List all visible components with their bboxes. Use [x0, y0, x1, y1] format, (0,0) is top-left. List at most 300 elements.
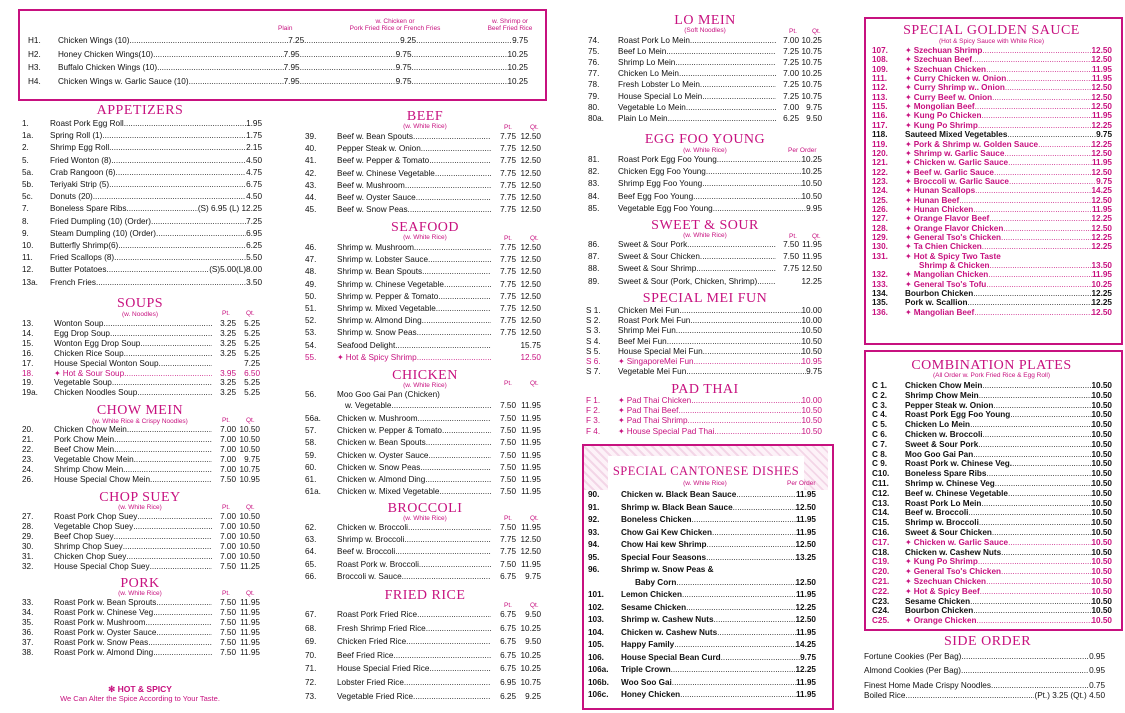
- item-price: 11.95: [795, 690, 816, 699]
- item-number: 5.: [22, 155, 29, 165]
- item-price-qt: 9.25: [525, 691, 541, 701]
- item-price-qt: 12.50: [520, 547, 541, 557]
- soups-item: [22, 339, 260, 349]
- item-price-pt: 7.50: [500, 426, 516, 436]
- item-number: 19.: [22, 378, 34, 388]
- item-name: Broccoli w. Sauce: [337, 571, 402, 581]
- leader-dots: [668, 114, 776, 124]
- item-price-pt: 6.75: [500, 571, 516, 581]
- item-name: Fried Wonton (8): [50, 155, 112, 165]
- item-price: 4.75: [246, 167, 262, 177]
- leader-dots: [690, 36, 776, 46]
- leader-dots: [1008, 538, 1091, 548]
- item-price-qt: 11.95: [802, 240, 822, 249]
- item-price: 10.50: [1091, 508, 1112, 518]
- item-name: Beef Fried Rice: [337, 650, 394, 660]
- soups-item: [22, 378, 260, 388]
- item-price: 10.50: [1091, 488, 1112, 498]
- item-price-pt: 7.50: [500, 414, 516, 423]
- leader-dots: [970, 597, 1091, 607]
- chicken-subtitle: (w. White Rice): [403, 382, 447, 389]
- combination-item: [872, 567, 1112, 577]
- item-number: 44.: [305, 193, 317, 202]
- leader-dots: [986, 469, 1091, 479]
- leader-dots: [145, 618, 212, 628]
- leader-dots: [123, 542, 212, 552]
- item-number: 1a.: [22, 131, 34, 141]
- item-name: Beef w. Broccoli: [337, 547, 396, 557]
- item-price: 10.50: [801, 416, 822, 426]
- soups-title: SOUPS: [116, 296, 164, 311]
- leader-dots: [675, 58, 776, 68]
- item-number: 50.: [305, 291, 317, 301]
- hot-pepper-icon: ✦: [905, 195, 912, 205]
- item-price-qt: 5.25: [244, 388, 260, 398]
- fried-rice-item: [305, 692, 541, 702]
- fried-rice-item: [305, 610, 541, 620]
- item-price-pt: 6.75: [500, 664, 516, 674]
- combination-item: [872, 597, 1112, 607]
- item-price-qt: 11.95: [521, 426, 541, 436]
- item-number: 49.: [305, 279, 317, 289]
- item-number: F 2.: [586, 406, 601, 416]
- item-price: 10.50: [1091, 449, 1112, 459]
- item-price-pt: 7.00: [783, 69, 799, 79]
- hot-pepper-icon: ✦: [905, 567, 912, 577]
- item-price: 10.50: [801, 191, 822, 201]
- leader-dots: [672, 678, 796, 688]
- item-name: Chicken Fried Rice: [337, 637, 407, 647]
- item-name: Honey Chicken: [621, 690, 681, 699]
- leader-dots: [418, 414, 491, 424]
- item-price-pt: 7.00: [220, 444, 236, 454]
- item-price-qt: 11.95: [802, 252, 822, 262]
- item-price: 10.50: [801, 326, 822, 336]
- item-name: Honey Chicken Wings(10): [58, 49, 154, 59]
- item-name: General Tso's Chicken: [913, 233, 1002, 242]
- item-price-pt: 6.75: [500, 650, 516, 660]
- item-number: 73.: [305, 691, 317, 701]
- leader-dots: [1001, 567, 1091, 577]
- item-price-pt: 7.00: [220, 531, 236, 541]
- item-price: 2.15: [246, 143, 262, 153]
- chop-suey-pt: Pt.: [222, 504, 230, 511]
- leader-dots: [982, 381, 1091, 391]
- item-name: Broccoli w. Garlic Sauce: [913, 176, 1009, 186]
- combination-title: COMBINATION PLATES: [911, 358, 1072, 373]
- item-name: Chicken w. Pepper & Tomato: [337, 426, 442, 436]
- hot-pepper-icon: ✦: [905, 233, 912, 242]
- hot-pepper-icon: ✦: [618, 406, 625, 416]
- egg-foo-young-subtitle: (w. White Rice): [683, 147, 727, 154]
- item-price-pt: 7.75: [500, 291, 516, 301]
- item-price: 9.75: [800, 652, 816, 662]
- item-name: House Special Wonton Soup: [54, 358, 159, 368]
- item-name: SingaporeMei Fun: [626, 357, 694, 366]
- leader-dots: [408, 523, 491, 533]
- mei-fun-item: [586, 347, 822, 357]
- item-name: Curry Shrimp w.. Onion: [913, 83, 1005, 93]
- item-name: Chicken Egg Foo Young: [618, 167, 706, 177]
- wings-col-chicken-1: w. Chicken or: [375, 18, 415, 25]
- egg-foo-young-item: [588, 204, 822, 214]
- chicken-item: [305, 463, 541, 473]
- item-number: S 1.: [586, 306, 601, 315]
- wings-item: [28, 36, 528, 46]
- item-number: 106c.: [588, 690, 609, 699]
- leader-dots: [995, 479, 1092, 489]
- appetizers-item: [22, 119, 262, 129]
- item-price: 13.50: [1091, 261, 1112, 271]
- chop-suey-item: [22, 532, 260, 542]
- item-price: 10.50: [801, 179, 822, 189]
- item-name: Fried Scallops (8): [50, 253, 115, 263]
- item-name: Shrimp Egg Foo Young: [618, 179, 703, 189]
- fried-rice-pt: Pt.: [504, 602, 512, 609]
- appetizers-item: [22, 229, 262, 239]
- item-name: Kung Po Shrimp: [913, 557, 978, 567]
- fried-rice-item: [305, 664, 541, 674]
- wings-col-chicken-2: Pork Fried Rice or French Fries: [349, 25, 441, 32]
- item-name: Chicken w. Oyster Sauce: [337, 450, 429, 460]
- chow-mein-item: [22, 425, 260, 435]
- item-number: S 3.: [586, 326, 601, 336]
- hot-pepper-icon: ✦: [905, 148, 912, 158]
- leader-dots: [413, 692, 491, 702]
- wings-item: [28, 77, 528, 87]
- item-price-shrimp: 10.25: [507, 76, 528, 86]
- lo-mein-item: [588, 47, 822, 57]
- item-price: 10.50: [1091, 528, 1112, 537]
- item-number: 14.: [22, 328, 34, 338]
- item-price-pt: 6.95: [500, 678, 516, 687]
- chicken-qt: Qt.: [530, 380, 539, 387]
- item-price: 10.95: [801, 357, 822, 366]
- item-price-qt: 12.50: [520, 291, 541, 301]
- item-name: French Fries: [50, 277, 96, 287]
- item-name: Triple Crown: [621, 665, 671, 674]
- item-price: 11.95: [1091, 74, 1112, 84]
- item-name: Roast Pork Chop Suey: [54, 512, 138, 521]
- item-number: 33.: [22, 598, 34, 607]
- item-price: 12.25: [1091, 214, 1112, 224]
- item-name: Pork w. Scallion: [905, 298, 968, 308]
- leader-dots: [713, 204, 806, 214]
- leader-dots: [96, 278, 246, 288]
- item-price-shrimp: 10.25: [507, 49, 528, 59]
- item-price: 10.50: [1091, 586, 1112, 596]
- leader-dots: [980, 587, 1092, 597]
- leader-dots: [156, 628, 212, 638]
- leader-dots: [444, 280, 491, 290]
- chicken-item: [305, 487, 541, 497]
- item-number: 54.: [305, 340, 317, 350]
- item-name: Roast Pork w. Chinese Veg: [54, 607, 154, 617]
- egg-foo-young-title: EGG FOO YOUNG: [644, 132, 766, 147]
- broccoli-item: [305, 560, 541, 570]
- item-price: 10.25: [1091, 279, 1112, 289]
- hot-spicy-title-text: HOT & SPICY: [117, 684, 172, 694]
- item-number: 11.: [22, 253, 33, 263]
- leader-dots: [678, 406, 801, 416]
- item-number: 64.: [305, 547, 317, 557]
- item-number: 106.: [588, 652, 604, 662]
- leader-dots: [682, 590, 796, 600]
- hot-pepper-icon: ✦: [905, 176, 912, 186]
- item-number: 40.: [305, 144, 317, 154]
- hot-pepper-icon: ✦: [905, 251, 912, 261]
- item-price-qt: 9.50: [525, 610, 541, 619]
- item-name: Beef w. Snow Peas: [337, 205, 408, 215]
- side-order-item: [864, 652, 1105, 662]
- item-price-qt: 11.95: [521, 559, 541, 569]
- leader-dots: [102, 131, 246, 141]
- seafood-item: [305, 243, 541, 253]
- item-price-pt: 7.75: [500, 279, 516, 289]
- combination-item: [872, 538, 1112, 548]
- item-price-pt: 7.75: [500, 328, 516, 338]
- item-number: 22.: [22, 444, 34, 454]
- item-name: Roast Pork Lo Mein: [618, 36, 690, 45]
- item-price-pt: 7.00: [220, 434, 236, 444]
- hot-pepper-icon: ✦: [905, 537, 912, 547]
- item-name: Chicken w. Black Bean Sauce: [621, 490, 737, 499]
- item-number: 41.: [305, 156, 317, 166]
- leader-dots: [408, 205, 491, 215]
- item-price-pt: 7.75: [500, 316, 516, 326]
- item-number: 15.: [22, 338, 34, 348]
- leader-dots: [189, 77, 284, 87]
- item-price-chicken: 9.75: [395, 76, 412, 86]
- item-number: 91.: [588, 502, 600, 512]
- item-price: 1.75: [246, 131, 262, 141]
- item-number: H3.: [28, 63, 41, 72]
- item-price-qt: 12.50: [520, 279, 541, 289]
- item-price-qt: 9.75: [525, 571, 541, 581]
- chicken-item: [305, 475, 541, 485]
- leader-dots: [153, 50, 284, 60]
- item-number: 125.: [872, 195, 888, 205]
- soups-qt: Qt.: [246, 310, 255, 317]
- item-price-qt: 12.50: [520, 180, 541, 190]
- item-name: Vegetable Soup: [54, 378, 112, 388]
- mei-fun-item: [586, 357, 822, 367]
- item-price-qt: 12.50: [520, 193, 541, 202]
- item-name: Beef w. Mushroom: [337, 180, 405, 190]
- item-price-pt: 7.00: [220, 551, 236, 561]
- leader-dots: [429, 156, 491, 166]
- side-order-item: [864, 691, 1105, 701]
- appetizers-item: [22, 168, 262, 178]
- appetizers-item: [22, 180, 262, 190]
- item-name: Shrimp w. Black Bean Sauce: [621, 502, 733, 512]
- item-price: 11.95: [795, 627, 816, 637]
- soups-item: [22, 359, 260, 369]
- fried-rice-item: [305, 678, 541, 688]
- combination-item: [872, 499, 1112, 509]
- cantonese-subtitle: (w. White Rice): [683, 480, 727, 487]
- item-price-pt: 7.25: [783, 80, 799, 90]
- item-name: Chicken Wings (10): [58, 36, 130, 45]
- chicken-item: [305, 438, 541, 448]
- item-price: (S)5.00(L)8.00: [209, 265, 262, 275]
- item-name: Woo Soo Gai: [621, 677, 672, 687]
- item-number: 129.: [872, 233, 888, 242]
- combination-item: [872, 410, 1112, 420]
- item-number: C16.: [872, 528, 890, 537]
- mei-fun-item: [586, 316, 822, 326]
- item-number: 13.: [22, 319, 34, 328]
- side-order-title: SIDE ORDER: [943, 634, 1032, 649]
- leader-dots: [717, 155, 802, 165]
- leader-dots: [706, 167, 802, 177]
- item-number: C20.: [872, 567, 890, 577]
- wings-col-shrimp-2: Beef Fried Rice: [487, 25, 533, 32]
- sweet-sour-item: [588, 240, 822, 250]
- item-name: Crab Rangoon (6): [50, 167, 116, 177]
- item-price-qt: 10.50: [239, 541, 260, 551]
- item-price-pt: 7.75: [500, 205, 516, 215]
- item-price: 10.50: [1091, 606, 1112, 616]
- item-name: Sweet & Sour (Pork, Chicken, Shrimp): [618, 276, 758, 286]
- beef-item: [305, 193, 541, 203]
- leader-dots: [127, 425, 212, 435]
- item-number: 101.: [588, 590, 604, 599]
- item-number: C12.: [872, 488, 890, 498]
- item-name: Hot & Spicy Shrimp: [345, 352, 417, 362]
- item-number: C 3.: [872, 400, 888, 410]
- item-price-pt: 7.00: [783, 102, 799, 112]
- leader-dots: [129, 36, 288, 46]
- fried-rice-item: [305, 651, 541, 661]
- item-number: 60.: [305, 462, 317, 472]
- item-name: Beef w. Oyster Sauce: [337, 193, 416, 202]
- item-price: 11.95: [1091, 111, 1112, 121]
- item-name: House Special Chow Mein: [54, 474, 151, 484]
- item-number: C11.: [872, 479, 889, 488]
- item-price: 4.50: [246, 155, 262, 165]
- item-price-plain: 7.25: [288, 36, 305, 45]
- item-price-qt: 12.50: [520, 255, 541, 265]
- item-number: C 7.: [872, 439, 888, 449]
- sweet-sour-item: [588, 264, 822, 274]
- item-price-qt: 10.75: [239, 464, 260, 474]
- item-number: 134.: [872, 289, 888, 299]
- item-name: Chicken Lo Mein: [905, 420, 971, 430]
- item-name: Kung Po Chicken: [913, 111, 982, 121]
- item-name: Szechuan Beef: [913, 55, 972, 65]
- leader-dots: [666, 47, 776, 57]
- combination-subtitle: (All Order w. Pork Fried Rice & Egg Roll): [932, 372, 1051, 379]
- item-price-pt: 7.50: [500, 450, 516, 460]
- item-number: 115.: [872, 102, 888, 112]
- item-price-plain: 7.95: [283, 63, 300, 72]
- cantonese-item: [588, 615, 816, 625]
- leader-dots: [702, 179, 801, 189]
- item-name: Vegetable Mei Fun: [618, 367, 687, 377]
- item-number: C 5.: [872, 420, 888, 430]
- item-number: C10.: [872, 469, 890, 479]
- item-price-qt: 12.50: [520, 352, 541, 362]
- item-price: 6.95: [246, 228, 262, 238]
- item-name: Steam Dumpling (10) (Order): [50, 228, 157, 238]
- leader-dots: [153, 608, 212, 618]
- leader-dots: [676, 578, 795, 588]
- leader-dots: [140, 339, 212, 349]
- item-price-qt: 12.50: [520, 205, 541, 215]
- item-name: Hot & Sour Soup: [62, 368, 125, 378]
- appetizers-item: [22, 217, 262, 227]
- item-price-pt: 7.50: [500, 438, 516, 448]
- item-name: Roast Pork Fried Rice: [337, 610, 418, 619]
- item-number: 24.: [22, 464, 34, 474]
- item-name: Shrimp w. Snow Peas &: [621, 565, 714, 574]
- lo-mein-item: [588, 69, 822, 79]
- broccoli-item: [305, 572, 541, 582]
- item-price-pt: 7.25: [783, 47, 799, 57]
- leader-dots: [126, 552, 212, 562]
- leader-dots: [991, 681, 1089, 691]
- item-name: Szechuan Shrimp: [913, 46, 983, 55]
- leader-dots: [983, 430, 1092, 440]
- item-price: 10.50: [1091, 410, 1112, 420]
- item-number: 36.: [22, 627, 34, 637]
- soups-item: [22, 349, 260, 359]
- item-price: 11.95: [1091, 158, 1112, 168]
- leader-dots: [676, 326, 802, 336]
- item-name: Beef w. Pepper & Tomato: [337, 156, 430, 166]
- leader-dots: [693, 192, 801, 202]
- item-price-qt: 9.75: [806, 102, 822, 112]
- combination-item: [872, 528, 1112, 538]
- item-price: 12.50: [1091, 46, 1112, 55]
- item-price: 10.50: [1091, 430, 1112, 439]
- item-name: Hunan Chicken: [913, 204, 974, 214]
- leader-dots: [300, 50, 396, 60]
- leader-dots: [124, 119, 246, 129]
- cantonese-item: [588, 553, 816, 563]
- item-name: Roast Pork Egg Foo Young: [905, 410, 1011, 420]
- leader-dots: [1001, 548, 1091, 558]
- item-number: 135.: [872, 298, 888, 308]
- item-price-plain: 7.95: [283, 49, 300, 59]
- leader-dots: [118, 241, 246, 251]
- golden-sauce-subtitle: (Hot & Spicy Sauce with White Rice): [938, 38, 1045, 45]
- item-number: 105.: [588, 640, 604, 649]
- item-name: Roast Pork Mei Fun: [618, 316, 691, 326]
- item-number: C13.: [872, 498, 890, 508]
- item-name: Shrimp Lo Mein: [618, 58, 676, 68]
- item-name: Butter Potatoes: [50, 265, 107, 275]
- item-price-qt: 12.50: [520, 132, 541, 141]
- item-price-pt: 7.75: [500, 132, 516, 141]
- item-price-pt: 7.75: [500, 535, 516, 545]
- leader-dots: [426, 624, 491, 634]
- hot-pepper-icon: ✦: [905, 74, 912, 84]
- leader-dots: [148, 638, 212, 648]
- item-price-pt: 6.25: [500, 691, 516, 701]
- leader-dots: [417, 328, 491, 338]
- soups-subtitle: (w. Noodles): [121, 311, 159, 318]
- item-price-pt: 3.25: [220, 338, 236, 348]
- item-price: 10.50: [1091, 616, 1112, 626]
- leader-dots: [961, 652, 1089, 662]
- item-number: 46.: [305, 243, 317, 252]
- fried-rice-item: [305, 624, 541, 634]
- item-name: Chicken w. Cashew Nuts: [905, 547, 1002, 557]
- item-name: Beef w. Chinese Vegetable: [337, 168, 435, 178]
- item-name: Chicken Noodles Soup: [54, 388, 138, 398]
